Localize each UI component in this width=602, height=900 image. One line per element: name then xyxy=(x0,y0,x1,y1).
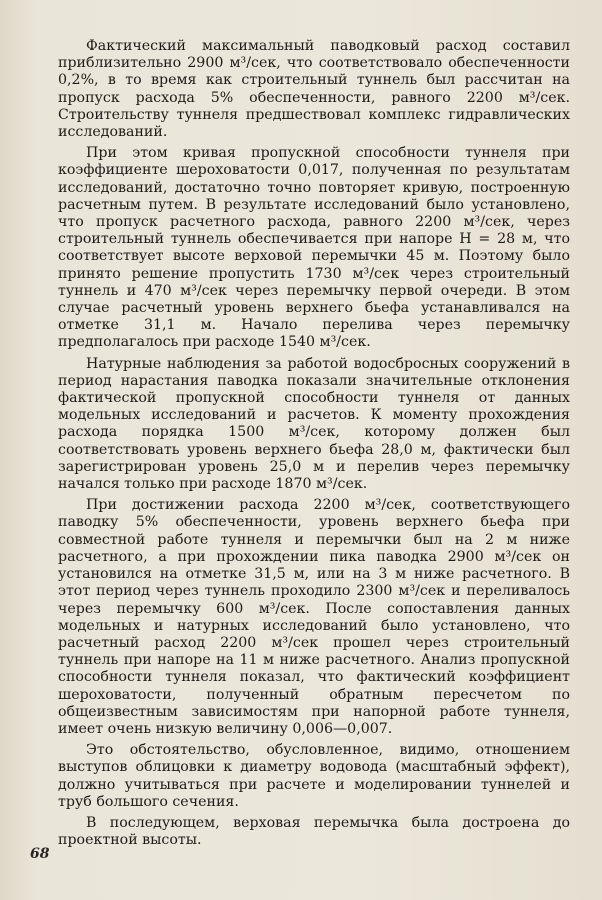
paragraph: При этом кривая пропускной способности туннеля при коэффициенте шероховатости 0,017, полученная по результатам исследований, достаточно точно повторяет кривую, построенную расчетным путем. В результате исследований было установлено, что пропуск расчетного расхода, равного 2200 м³/сек, через строительный туннель обеспечивается при напоре Н = 28 м, что соответствует высоте верховой перемычки 45 м. Поэтому было принято решение пропустить 1730 м³/сек через строительный туннель и 470 м³/сек через перемычку первой очереди. В этом случае расчетный уровень верхнего бьефа устанавливался на отметке 31,1 м. Начало перелива через перемычку предполагалось при расходе 1540 м³/сек. xyxy=(58,145,570,351)
paragraph: Фактический максимальный паводковый расход составил приблизительно 2900 м³/сек, что соответствовало обеспеченности 0,2%, в то время как строительный туннель был рассчитан на пропуск расхода 5% обеспеченности, равного 2200 м³/сек. Строительству туннеля предшествовал комплекс гидравлических исследований. xyxy=(58,38,570,141)
paragraph: Натурные наблюдения за работой водосбросных сооружений в период нарастания паводка показали значительные отклонения фактической пропускной способности туннеля от данных модельных исследований и расчетов. К моменту прохождения расхода порядка 1500 м³/сек, которому должен был соответствовать уровень верхнего бьефа 28,0 м, фактически был зарегистрирован уровень 25,0 м и перелив через перемычку начался только при расходе 1870 м³/сек. xyxy=(58,355,570,493)
paragraph: При достижении расхода 2200 м³/сек, соответствующего паводку 5% обеспеченности, уровень верхнего бьефа при совместной работе туннеля и перемычки был на 2 м ниже расчетного, а при прохождении пика паводка 2900 м³/сек он установился на отметке 31,5 м, или на 3 м ниже расчетного. В этот период через туннель проходило 2300 м³/сек и переливалось через перемычку 600 м³/сек. После сопоставления данных модельных и натурных исследований было установлено, что расчетный расход 2200 м³/сек прошел через строительный туннель при напоре на 11 м ниже расчетного. Анализ пропускной способности туннеля показал, что фактический коэффициент шероховатости, полученный обратным пересчетом по общеизвестным зависимостям при напорной работе туннеля, имеет очень низкую величину 0,006—0,007. xyxy=(58,497,570,737)
body-text xyxy=(58,38,570,853)
paragraph: Это обстоятельство, обусловленное, видимо, отношением выступов облицовки к диаметру водовода (масштабный эффект), должно учитываться при расчете и моделировании туннелей и труб большого сечения. xyxy=(58,742,570,810)
paragraph: В последующем, верховая перемычка была достроена до проектной высоты. xyxy=(58,814,570,849)
page-number: 68 xyxy=(30,846,50,862)
